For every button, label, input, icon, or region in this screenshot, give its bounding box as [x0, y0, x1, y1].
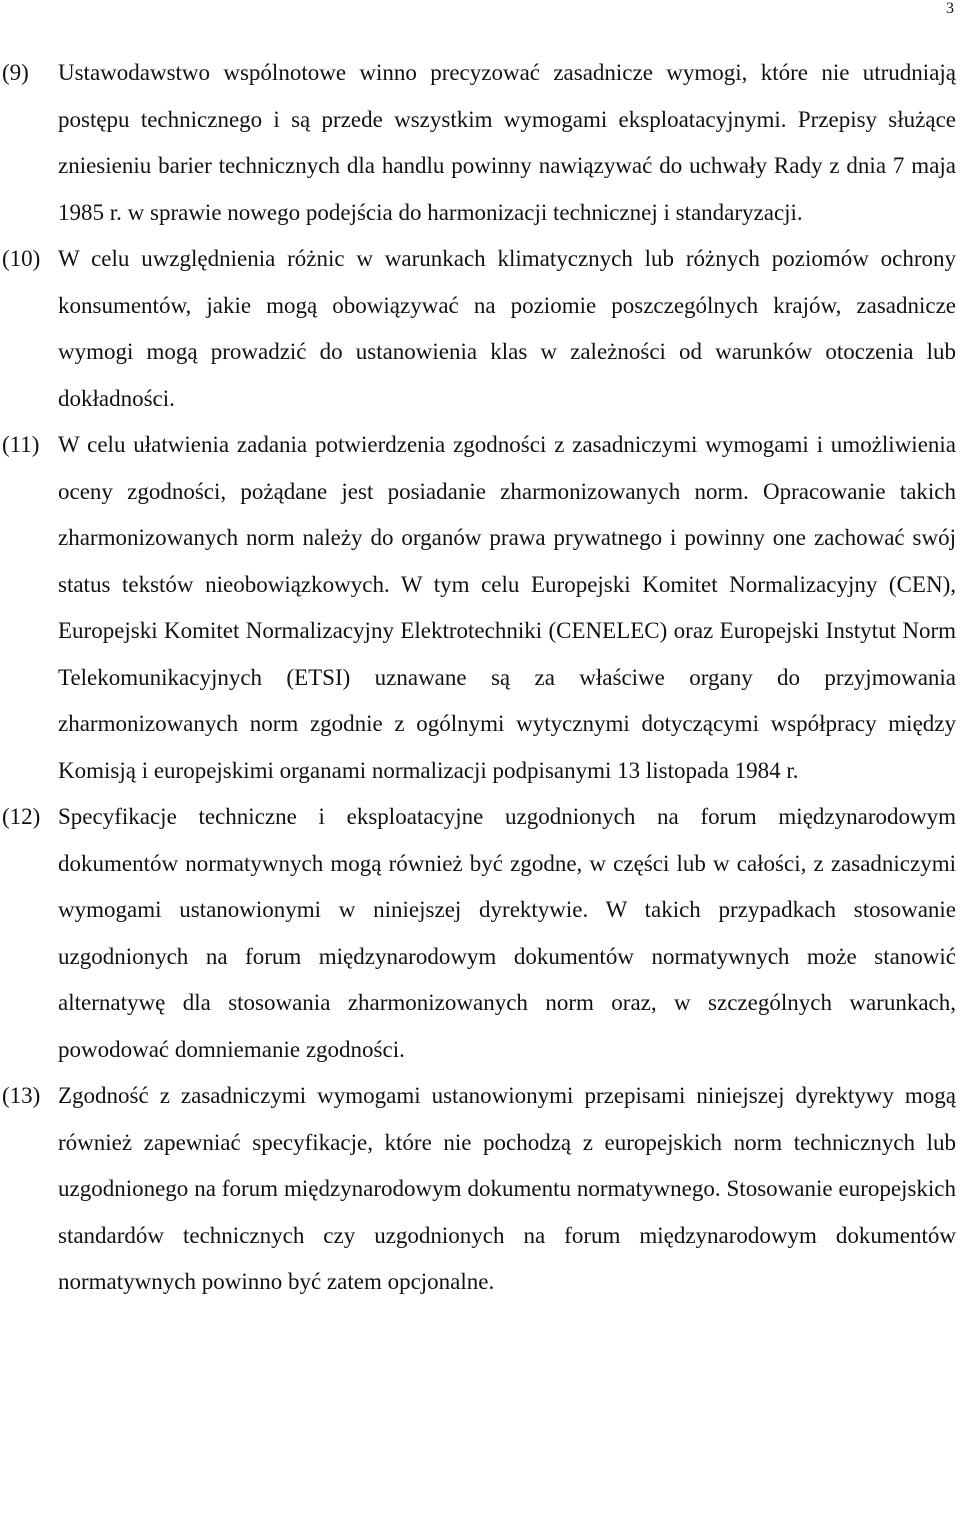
recital-11 — [0, 422, 960, 794]
recital-text: Ustawodawstwo wspólnotowe winno precyzować zasadnicze wymogi, które nie utrudniają postępu technicznego i są przede wszystkim wymogami eksploatacyjnymi. Przepisy służące zniesieniu barier technicznych dla handlu powinny nawiązywać do uchwały Rady z dnia 7 maja 1985 r. w sprawie nowego podejścia do harmonizacji technicznej i standaryzacji. — [58, 60, 956, 225]
recital-text: W celu ułatwienia zadania potwierdzenia zgodności z zasadniczymi wymogami i umożliwienia oceny zgodności, pożądane jest posiadanie zharmonizowanych norm. Opracowanie takich zharmonizowanych norm należy do organów prawa prywatnego i powinny one zachować swój status tekstów nieobowiązkowych. W tym celu Europejski Komitet Normalizacyjny (CEN), Europejski Komitet Normalizacyjny Elektrotechniki (CENELEC) oraz Europejski Instytut Norm Telekomunikacyjnych (ETSI) uznawane są za właściwe organy do przyjmowania zharmonizowanych norm zgodnie z ogólnymi wytycznymi dotyczącymi współpracy między Komisją i europejskimi organami normalizacji podpisanymi 13 listopada 1984 r. — [58, 432, 956, 783]
recital-9 — [0, 50, 960, 236]
recital-number: (9) — [2, 60, 29, 85]
recital-text: Zgodność z zasadniczymi wymogami ustanowionymi przepisami niniejszej dyrektywy mogą również zapewniać specyfikacje, które nie pochodzą z europejskich norm technicznych lub uzgodnionego na forum międzynarodowym dokumentu normatywnego. Stosowanie europejskich standardów technicznych czy uzgodnionych na forum międzynarodowym dokumentów normatywnych powinno być zatem opcjonalne. — [58, 1083, 956, 1294]
recital-10 — [0, 236, 960, 422]
recital-text: Specyfikacje techniczne i eksploatacyjne uzgodnionych na forum międzynarodowym dokumentów normatywnych mogą również być zgodne, w części lub w całości, z zasadniczymi wymogami ustanowionymi w niniejszej dyrektywie. W takich przypadkach stosowanie uzgodnionych na forum międzynarodowym dokumentów normatywnych może stanowić alternatywę dla stosowania zharmonizowanych norm oraz, w szczególnych warunkach, powodować domniemanie zgodności. — [58, 804, 956, 1062]
recital-text: W celu uwzględnienia różnic w warunkach klimatycznych lub różnych poziomów ochrony konsumentów, jakie mogą obowiązywać na poziomie poszczególnych krajów, zasadnicze wymogi mogą prowadzić do ustanowienia klas w zależności od warunków otoczenia lub dokładności. — [58, 246, 956, 411]
recital-12 — [0, 794, 960, 1073]
recital-number: (13) — [2, 1083, 41, 1108]
recital-number: (12) — [2, 804, 41, 829]
recital-13 — [0, 1073, 960, 1306]
recital-number: (10) — [2, 246, 41, 271]
document-body — [0, 50, 960, 1306]
recital-number: (11) — [2, 432, 40, 457]
page-number: 3 — [946, 0, 954, 17]
